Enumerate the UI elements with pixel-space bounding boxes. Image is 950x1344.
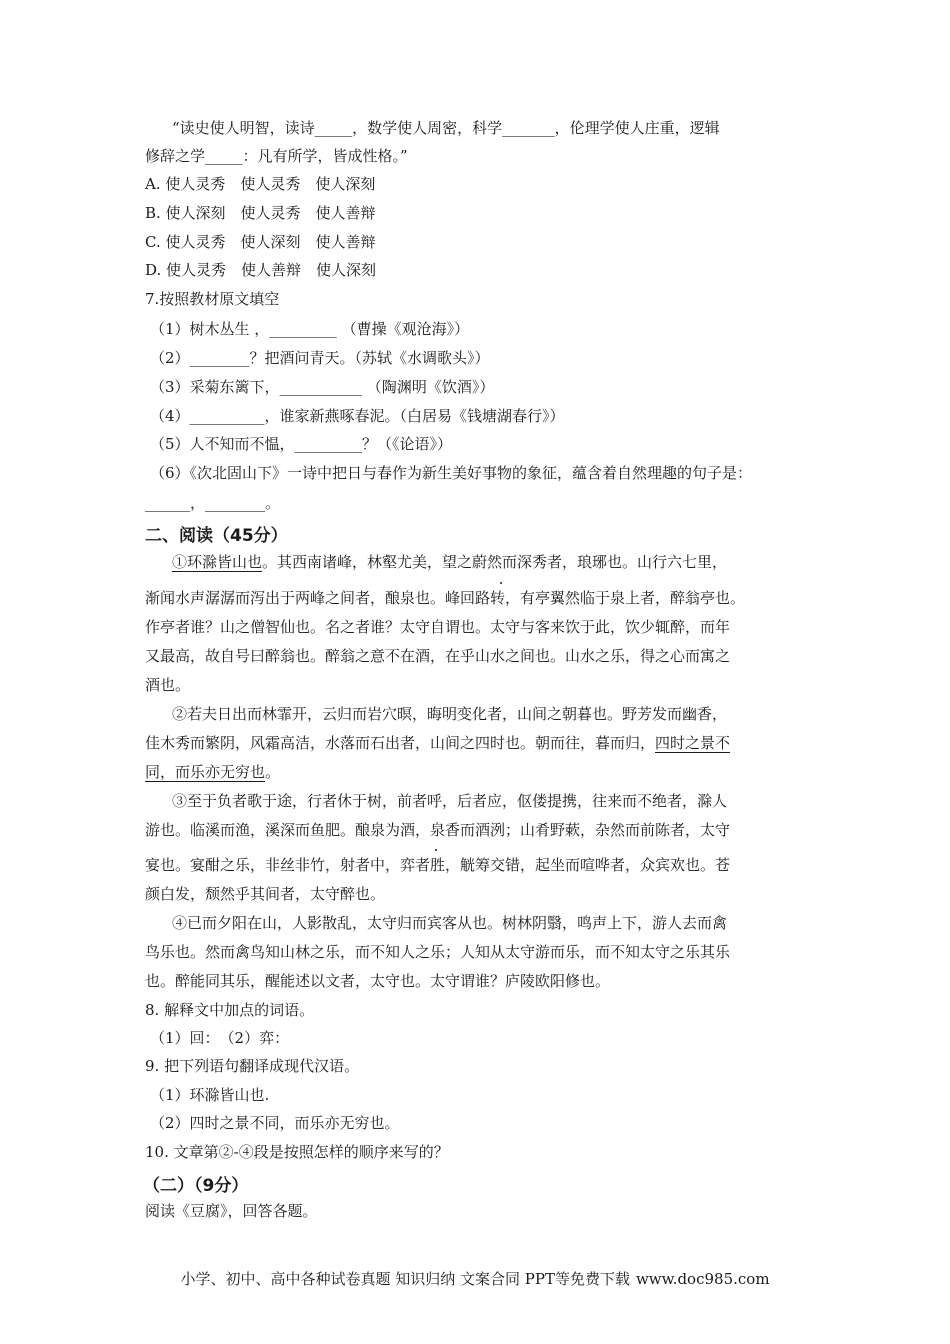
q7-item-6: （6）《次北固山下》一诗中把日与春作为新生美好事物的象征，蕴含着自然理趣的句子是： <box>150 464 753 482</box>
q8-items: （1）回： （2）弈： <box>150 1029 290 1047</box>
underlined-phrase-2a: 四时之景不 <box>655 734 731 752</box>
q9-item-1: （1）环滁皆山也. <box>150 1086 270 1104</box>
emphasis-dot-hui <box>500 582 502 584</box>
q6-option-b: B. 使人深刻 使人灵秀 使人善辩 <box>145 204 376 222</box>
q6-quote-line2: 修辞之学_____：凡有所学，皆成性格。” <box>145 147 408 165</box>
q6-option-d: D. 使人灵秀 使人善辩 使人深刻 <box>145 261 377 279</box>
passage-p1-line3: 作亭者谁？山之僧智仙也。名之者谁？太守自谓也。太守与客来饮于此，饮少辄醉，而年 <box>145 618 731 636</box>
q7-item-1: （1）树木丛生 ，_________ （曹操《观沧海》） <box>150 320 470 338</box>
emphasis-dot-yi <box>435 849 437 851</box>
q7-item-2: （2）________？把酒问青天。（苏轼《水调歌头》） <box>150 349 490 367</box>
passage-p3-line3: 宴也。宴酣之乐，非丝非竹，射者中，弈者胜，觥筹交错，起坐而喧哗者，众宾欢也。苍 <box>145 856 731 874</box>
passage-p3-line4: 颜白发，颓然乎其间者，太守醉也。 <box>145 885 386 903</box>
passage-p1-line1-rest: 。其西南诸峰，林壑尤美，望之蔚然而深秀者，琅琊也。山行六七里， <box>262 553 728 571</box>
section-heading-reading: 二、阅读（45分） <box>145 526 288 546</box>
passage-p2-line3-rest: 。 <box>265 763 281 781</box>
q9-title: 9. 把下列语句翻译成现代汉语。 <box>145 1057 360 1075</box>
q6-option-c: C. 使人灵秀 使人深刻 使人善辩 <box>145 233 376 251</box>
q9-item-2: （2）四时之景不同，而乐亦无穷也。 <box>150 1114 400 1132</box>
q7-item-6-blanks: ______，________。 <box>145 494 281 512</box>
passage-p2-line1: ②若夫日出而林霏开，云归而岩穴暝，晦明变化者，山间之朝暮也。野芳发而幽香， <box>172 705 728 723</box>
q10-title: 10. 文章第②-④段是按照怎样的顺序来写的？ <box>145 1143 449 1161</box>
q8-title: 8. 解释文中加点的词语。 <box>145 1001 315 1019</box>
passage-p3-line1: ③至于负者歌于途，行者休于树，前者呼，后者应，伛偻提携，往来而不绝者，滁人 <box>172 792 728 810</box>
part2-intro: 阅读《豆腐》，回答各题。 <box>145 1202 318 1220</box>
passage-p1-line1 <box>172 552 810 572</box>
passage-p2-line2 <box>145 733 810 753</box>
underlined-phrase-1: ①环滁皆山也 <box>172 553 263 571</box>
passage-p4-line3: 也。醉能同其乐，醒能述以文者，太守也。太守谓谁？庐陵欧阳修也。 <box>145 972 611 990</box>
passage-p2-line2-plain: 佳木秀而繁阴，风霜高洁，水落而石出者，山间之四时也。朝而往，暮而归， <box>145 734 656 752</box>
passage-p4-line1: ④已而夕阳在山，人影散乱，太守归而宾客从也。树林阴翳，鸣声上下，游人去而禽 <box>172 914 728 932</box>
q7-item-4: （4）__________，谁家新燕啄春泥。（白居易《钱塘湖春行》） <box>150 407 565 425</box>
footer-url: www.doc985.com <box>635 1270 770 1288</box>
passage-p2-line3 <box>145 762 810 782</box>
passage-p4-line2: 鸟乐也。然而禽鸟知山林之乐，而不知人之乐；人知从太守游而乐，而不知太守之乐其乐 <box>145 943 731 961</box>
passage-p1-line2: 渐闻水声潺潺而泻出于两峰之间者，酿泉也。峰回路转，有亭翼然临于泉上者，醉翁亭也。 <box>145 589 746 607</box>
footer-text: 小学、初中、高中各种试卷真题 知识归纳 文案合同 PPT等免费下载 <box>180 1270 630 1288</box>
passage-p1-line5: 酒也。 <box>145 676 191 694</box>
q6-option-a: A. 使人灵秀 使人灵秀 使人深刻 <box>145 175 376 193</box>
part2-heading: （二）（9分） <box>143 1176 249 1196</box>
q6-quote-line1: “读史使人明智，读诗_____，数学使人周密，科学_______，伦理学使人庄重，逻辑 <box>172 119 720 137</box>
q7-title: 7.按照教材原文填空 <box>145 290 280 308</box>
passage-p3-line2: 游也。临溪而渔，溪深而鱼肥。酿泉为酒，泉香而酒洌；山肴野蔌，杂然而前陈者，太守 <box>145 821 731 839</box>
page-footer <box>0 1268 950 1289</box>
underlined-phrase-2b: 同，而乐亦无穷也 <box>145 763 266 781</box>
q7-item-5: （5）人不知而不愠，_________？（《论语》） <box>150 435 453 453</box>
passage-p1-line4: 又最高，故自号曰醉翁也。醉翁之意不在酒，在乎山水之间也。山水之乐，得之心而寓之 <box>145 647 731 665</box>
q7-item-3: （3）采菊东篱下，___________ （陶渊明《饮酒》） <box>150 378 495 396</box>
